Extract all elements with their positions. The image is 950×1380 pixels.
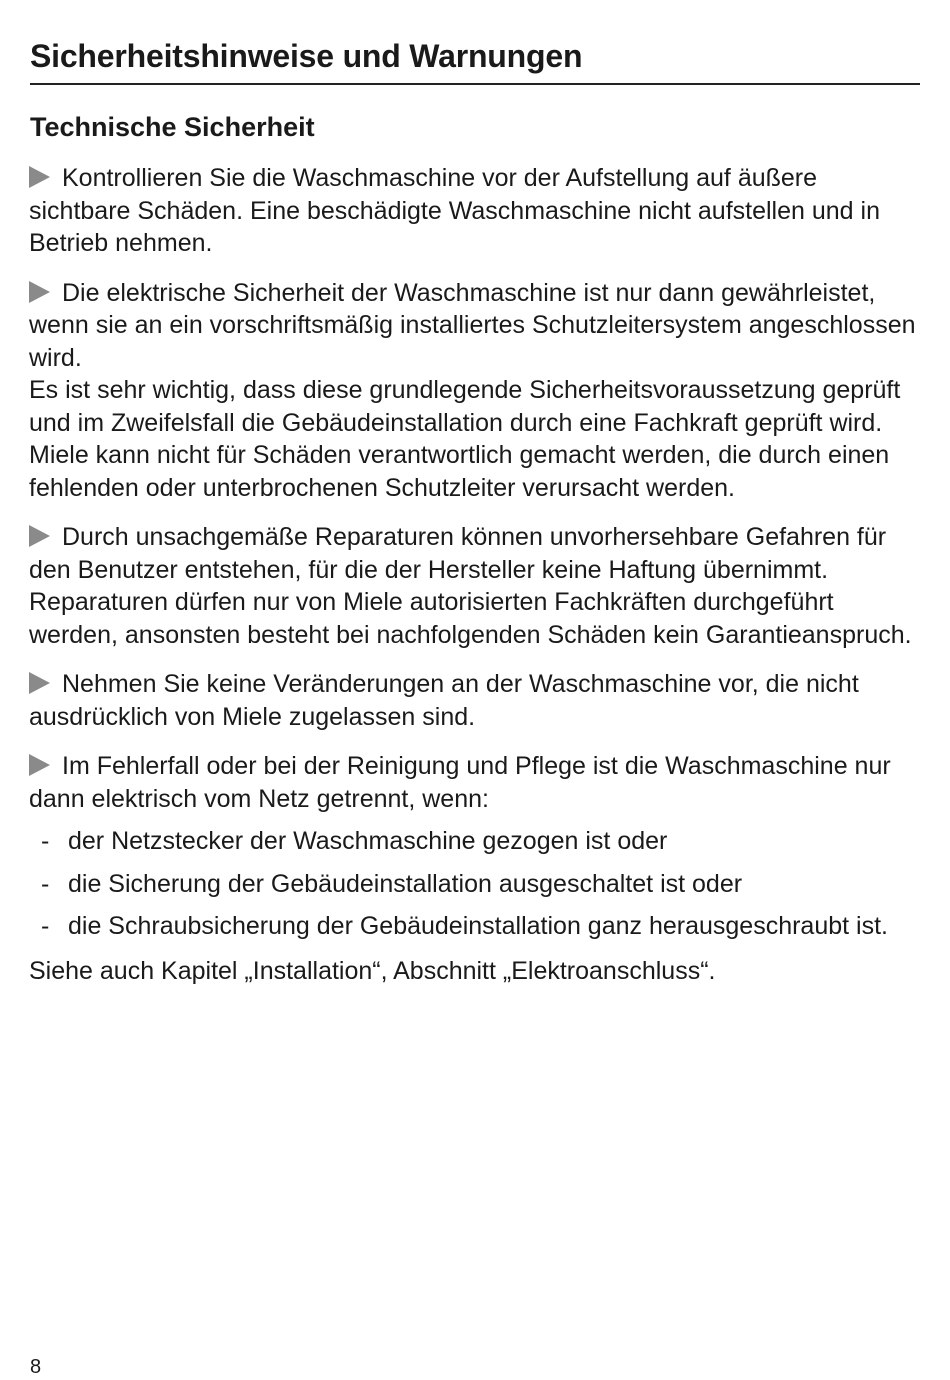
paragraph-text: Kontrollieren Sie die Waschmaschine vor der Aufstellung auf äußere sichtbare Schäden. Eine beschädigte Waschmaschine nicht aufstellen und in Betrieb nehmen. (29, 164, 880, 257)
paragraph-text: Durch unsachgemäße Reparaturen können unvorhersehbare Gefahren für den Benutzer entstehen, für die der Hersteller keine Haftung übernimmt. Reparaturen dürfen nur von Miele autorisierten Fachkräften durchgeführt werden, ansonsten besteht bei nachfolgenden Schäden kein Garantieanspruch. (29, 523, 912, 649)
dash-marker: - (41, 827, 50, 855)
dash-list-text: der Netzstecker der Waschmaschine gezogen ist oder (68, 827, 668, 855)
dash-list-text: die Schraubsicherung der Gebäudeinstallation ganz herausgeschraubt ist. (68, 912, 888, 940)
page-number: 8 (30, 1356, 42, 1378)
paragraph-text: Nehmen Sie keine Veränderungen an der Waschmaschine vor, die nicht ausdrücklich von Miele zugelassen sind. (29, 670, 859, 731)
dash-marker: - (41, 869, 50, 898)
list-item (29, 162, 919, 260)
dash-list (29, 825, 919, 943)
triangle-right-icon (29, 754, 50, 776)
list-item (29, 750, 919, 943)
list-item (29, 277, 919, 505)
section-heading: Technische Sicherheit (30, 112, 315, 142)
reference-note: Siehe auch Kapitel „Installation“, Abschnitt „Elektroanschluss“. (29, 956, 716, 985)
content-body (29, 162, 919, 1012)
dash-list-item (29, 825, 919, 858)
dash-marker: - (41, 912, 50, 940)
dash-list-text: die Sicherung der Gebäudeinstallation ausgeschaltet ist oder (68, 869, 743, 898)
triangle-right-icon (29, 672, 50, 694)
paragraph-text: Im Fehlerfall oder bei der Reinigung und Pflege ist die Waschmaschine nur dann elektrisch vom Netz getrennt, wenn: (29, 752, 891, 813)
triangle-right-icon (29, 281, 50, 303)
paragraph-text: Es ist sehr wichtig, dass diese grundlegende Sicherheitsvoraussetzung geprüft und im Zweifelsfall die Gebäudeinstallation durch eine Fachkraft geprüft wird. (29, 376, 901, 437)
header-divider (30, 83, 920, 85)
triangle-right-icon (29, 525, 50, 547)
list-item (29, 668, 919, 733)
triangle-right-icon (29, 166, 50, 188)
list-item (29, 521, 919, 651)
dash-list-item (29, 910, 919, 943)
dash-list-item (29, 868, 919, 901)
paragraph-text: Die elektrische Sicherheit der Waschmaschine ist nur dann gewährleistet, wenn sie an ein vorschriftsmäßig installiertes Schutzleitersystem angeschlossen wird. (29, 278, 916, 372)
paragraph-text: Miele kann nicht für Schäden verantwortlich gemacht werden, die durch einen fehlenden oder unterbrochenen Schutzleiter verursacht werden. (29, 441, 890, 502)
page-title: Sicherheitshinweise und Warnungen (30, 38, 583, 74)
